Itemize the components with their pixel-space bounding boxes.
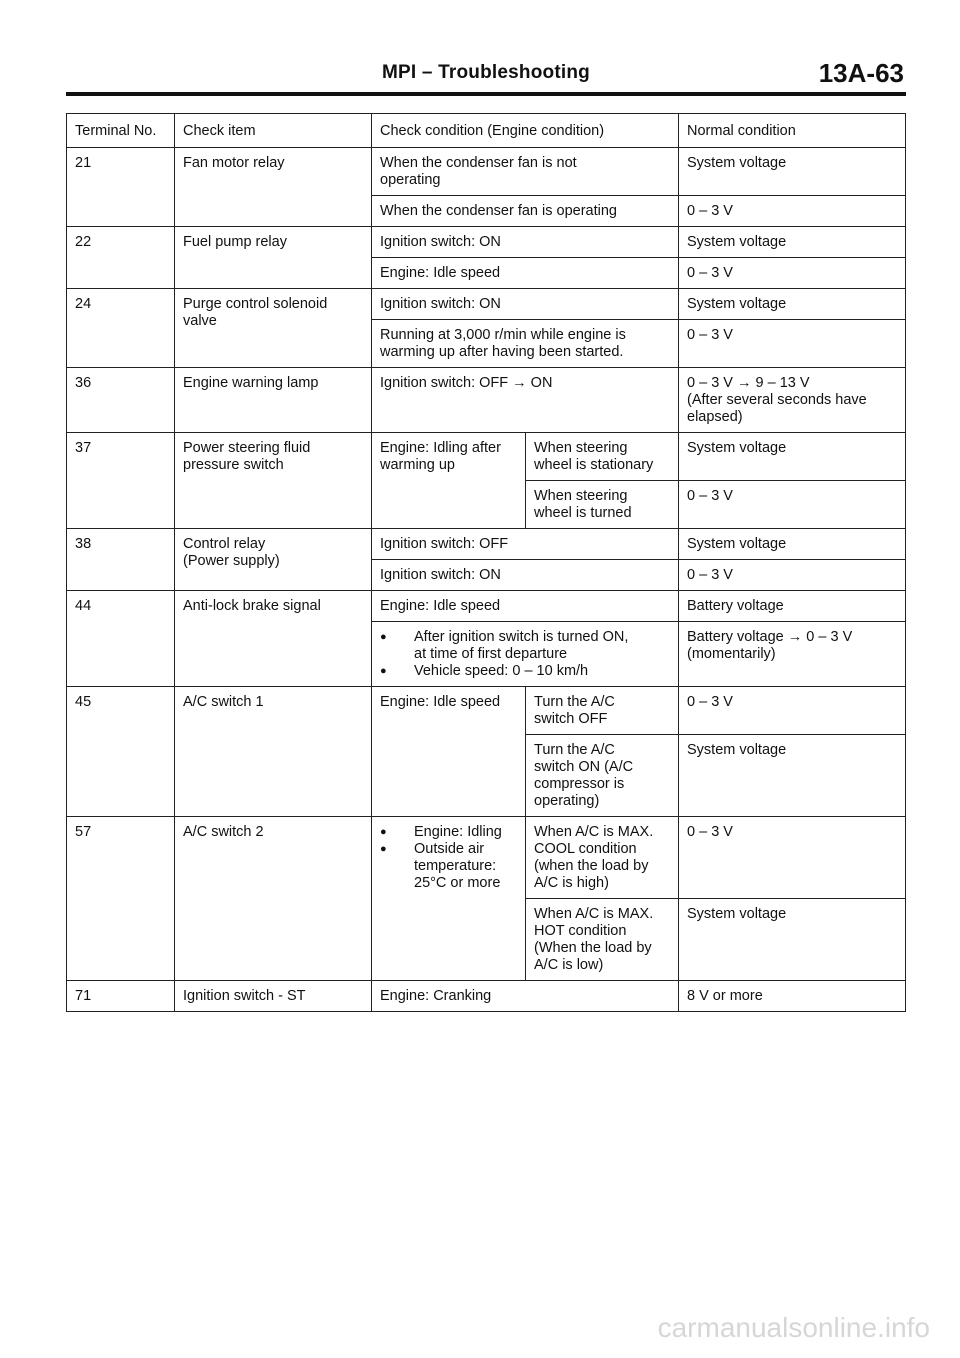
check-sub-condition: When steering wheel is turned <box>526 481 679 529</box>
table-row <box>67 817 906 899</box>
check-condition <box>372 622 679 687</box>
normal-condition: 0 – 3 V <box>679 481 906 529</box>
check-condition: Ignition switch: OFF <box>372 529 679 560</box>
table-row <box>67 687 906 735</box>
check-item: Anti-lock brake signal <box>175 591 372 687</box>
check-item: A/C switch 2 <box>175 817 372 981</box>
check-condition: Engine: Idling after warming up <box>372 433 526 529</box>
table-row <box>67 591 906 622</box>
condition-bullet-list <box>380 629 670 680</box>
normal-condition: 8 V or more <box>679 981 906 1012</box>
page-title: MPI – Troubleshooting <box>382 62 590 83</box>
terminal-number: 57 <box>67 817 175 981</box>
column-header-check-condition: Check condition (Engine condition) <box>372 114 679 148</box>
normal-condition: System voltage <box>679 289 906 320</box>
check-condition: Ignition switch: ON <box>372 227 679 258</box>
normal-condition: Battery voltage <box>679 591 906 622</box>
page-number: 13A-63 <box>818 58 904 88</box>
check-item: Control relay (Power supply) <box>175 529 372 591</box>
table-row <box>67 148 906 196</box>
check-item: Ignition switch - ST <box>175 981 372 1012</box>
table-header-row <box>67 114 906 148</box>
normal-condition: 0 – 3 V <box>679 687 906 735</box>
bullet-item: ● Vehicle speed: 0 – 10 km/h <box>380 663 670 680</box>
normal-condition: 0 – 3 V <box>679 817 906 899</box>
normal-condition: Battery voltage → 0 – 3 V (momentarily) <box>679 622 906 687</box>
normal-condition: 0 – 3 V <box>679 258 906 289</box>
check-condition: Engine: Idle speed <box>372 258 679 289</box>
normal-condition: 0 – 3 V <box>679 320 906 368</box>
table-row <box>67 227 906 258</box>
terminal-number: 71 <box>67 981 175 1012</box>
check-item: A/C switch 1 <box>175 687 372 817</box>
terminal-number: 24 <box>67 289 175 368</box>
table-row <box>67 433 906 481</box>
check-item: Power steering fluid pressure switch <box>175 433 372 529</box>
table-row <box>67 368 906 433</box>
check-item: Fan motor relay <box>175 148 372 227</box>
terminal-number: 38 <box>67 529 175 591</box>
table-row <box>67 981 906 1012</box>
normal-condition: 0 – 3 V <box>679 196 906 227</box>
terminal-number: 22 <box>67 227 175 289</box>
condition-bullet-list <box>380 824 517 892</box>
check-condition: Ignition switch: ON <box>372 289 679 320</box>
watermark: carmanualsonline.info <box>657 1312 930 1343</box>
normal-condition: 0 – 3 V → 9 – 13 V (After several seconds have elapsed) <box>679 368 906 433</box>
bullet-item: ● Engine: Idling <box>380 824 517 841</box>
column-header-terminal: Terminal No. <box>67 114 175 148</box>
page-header <box>66 58 906 96</box>
normal-condition: System voltage <box>679 899 906 981</box>
check-condition: When the condenser fan is operating <box>372 196 679 227</box>
table-row <box>67 289 906 320</box>
check-condition: Ignition switch: OFF → ON <box>372 368 679 433</box>
normal-condition: System voltage <box>679 735 906 817</box>
terminal-number: 37 <box>67 433 175 529</box>
normal-condition: System voltage <box>679 529 906 560</box>
check-sub-condition: When steering wheel is stationary <box>526 433 679 481</box>
terminal-number: 45 <box>67 687 175 817</box>
column-header-normal-condition: Normal condition <box>679 114 906 148</box>
check-condition: Running at 3,000 r/min while engine is warming up after having been started. <box>372 320 679 368</box>
check-item: Engine warning lamp <box>175 368 372 433</box>
normal-condition: System voltage <box>679 433 906 481</box>
check-condition: Engine: Idle speed <box>372 591 679 622</box>
check-sub-condition: Turn the A/C switch ON (A/C compressor is operating) <box>526 735 679 817</box>
table-row <box>67 529 906 560</box>
check-item: Fuel pump relay <box>175 227 372 289</box>
terminal-check-table <box>66 113 906 1012</box>
check-sub-condition: When A/C is MAX. HOT condition (When the load by A/C is low) <box>526 899 679 981</box>
terminal-number: 36 <box>67 368 175 433</box>
column-header-check-item: Check item <box>175 114 372 148</box>
check-sub-condition: Turn the A/C switch OFF <box>526 687 679 735</box>
terminal-number: 44 <box>67 591 175 687</box>
normal-condition: System voltage <box>679 148 906 196</box>
terminal-number: 21 <box>67 148 175 227</box>
normal-condition: 0 – 3 V <box>679 560 906 591</box>
check-sub-condition: When A/C is MAX. COOL condition (when the load by A/C is high) <box>526 817 679 899</box>
bullet-item: ● After ignition switch is turned ON, at time of first departure <box>380 629 670 663</box>
check-condition <box>372 817 526 981</box>
check-condition: When the condenser fan is not operating <box>372 148 679 196</box>
check-condition: Engine: Cranking <box>372 981 679 1012</box>
check-condition: Ignition switch: ON <box>372 560 679 591</box>
normal-condition: System voltage <box>679 227 906 258</box>
bullet-item: ● Outside air temperature: 25°C or more <box>380 841 517 892</box>
check-item: Purge control solenoid valve <box>175 289 372 368</box>
check-condition: Engine: Idle speed <box>372 687 526 817</box>
